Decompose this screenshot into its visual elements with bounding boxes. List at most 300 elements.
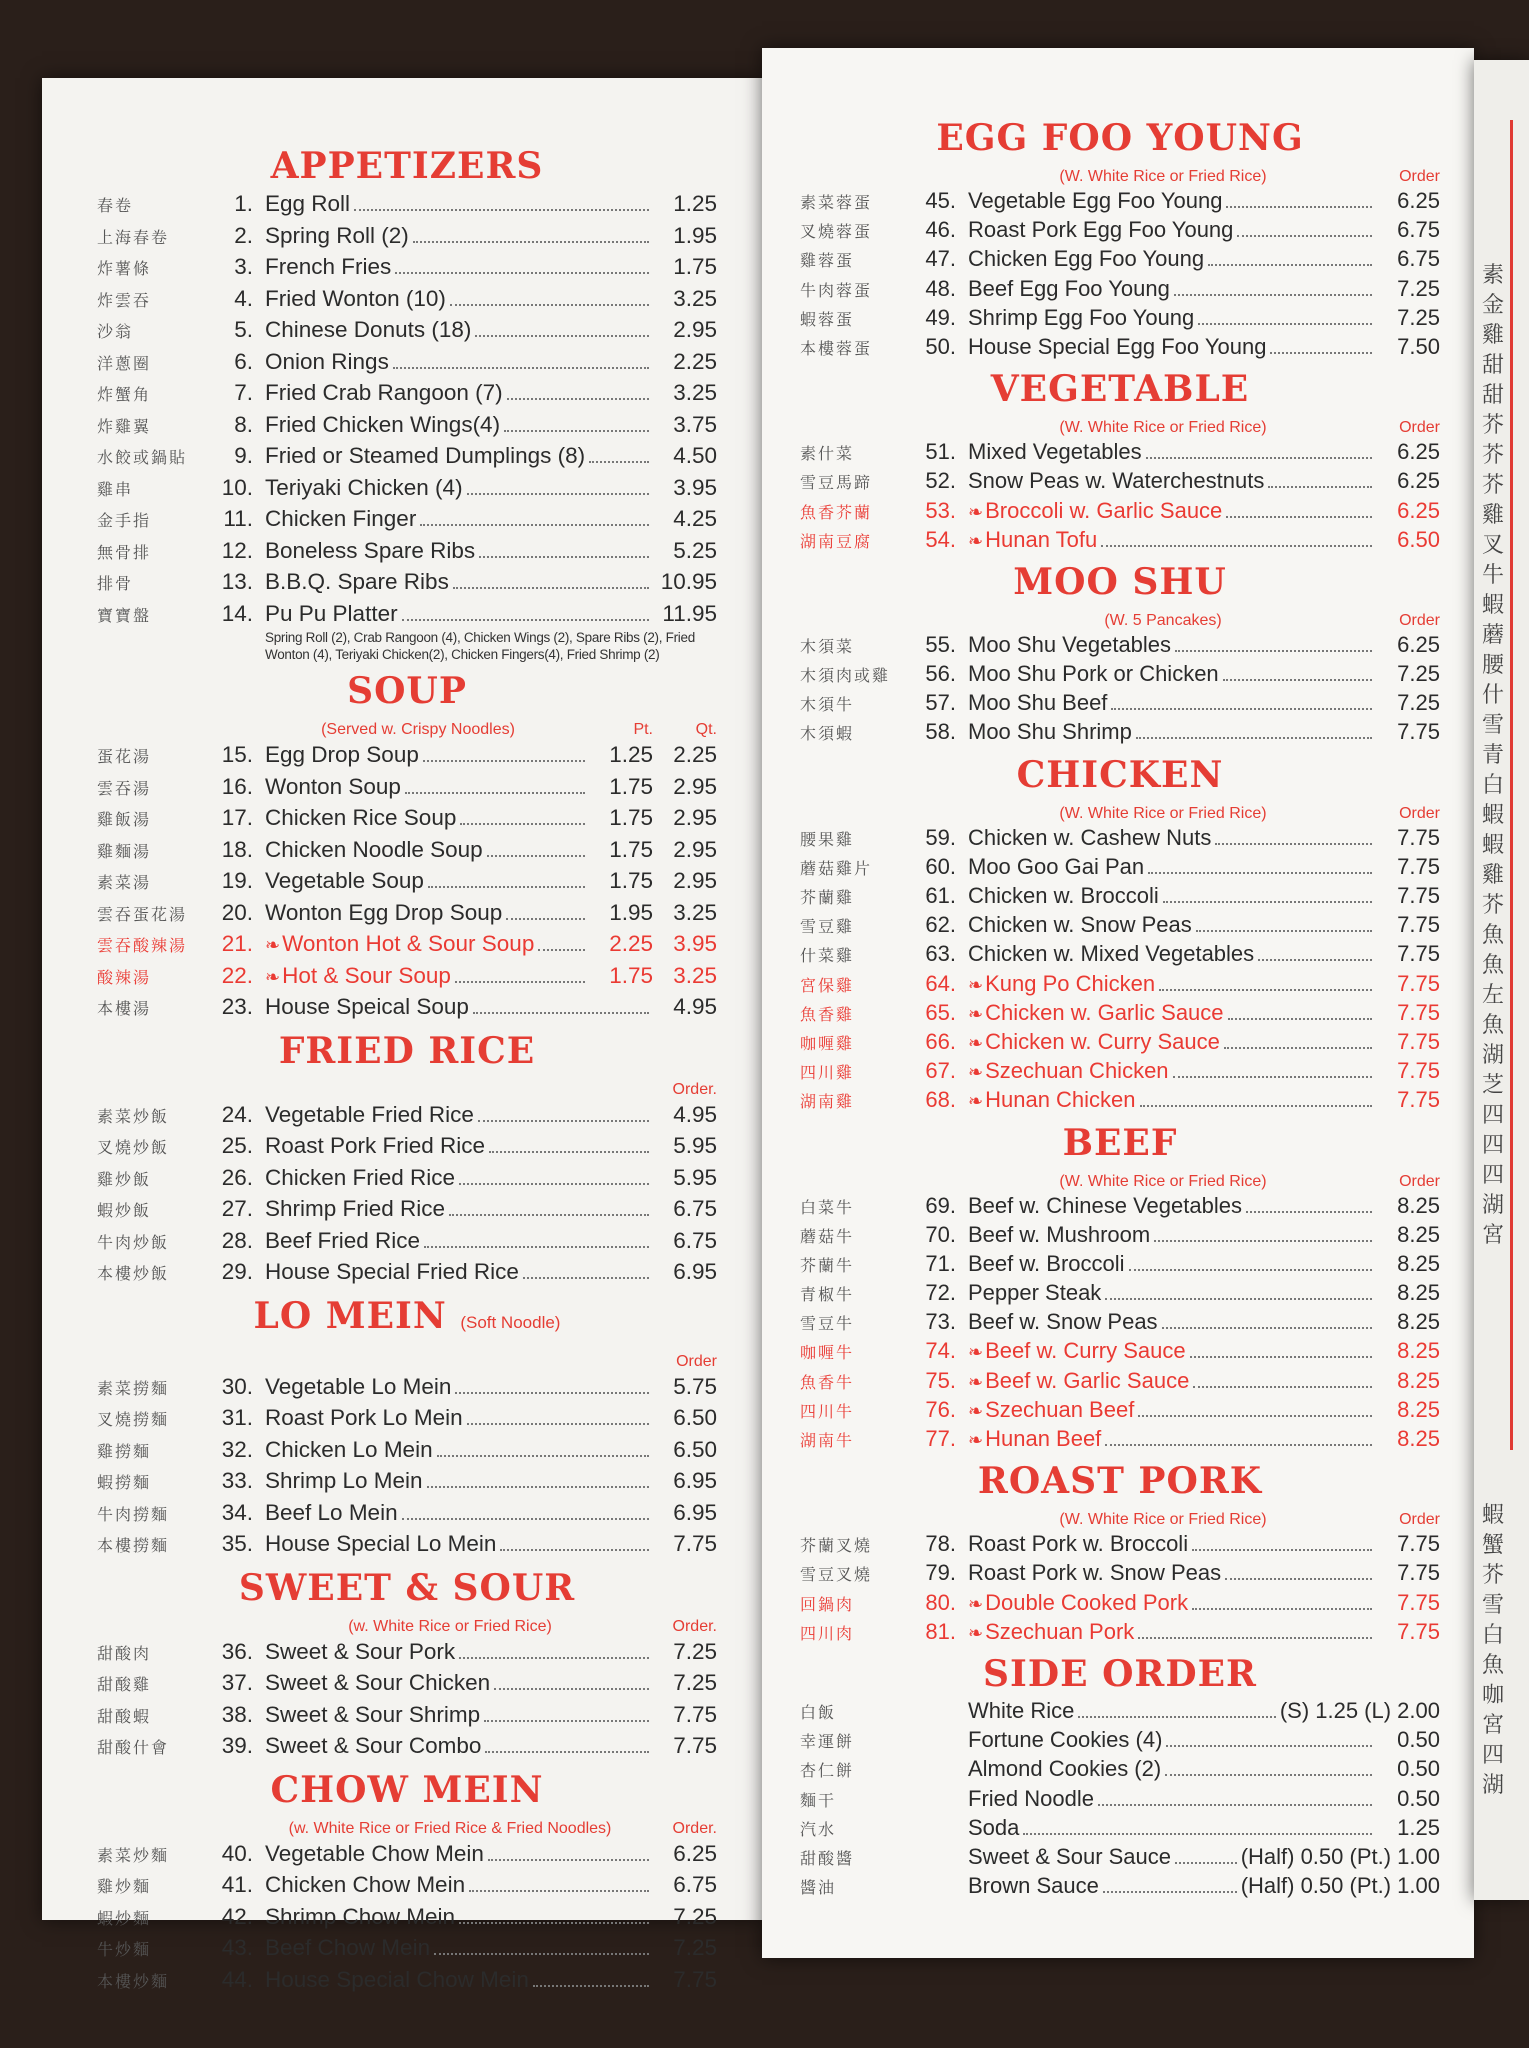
item-number: 24. bbox=[221, 1101, 253, 1127]
item-price: 3.75 bbox=[673, 411, 717, 437]
item-number: 6. bbox=[234, 348, 253, 374]
section-title bbox=[97, 1294, 717, 1345]
menu-item bbox=[97, 1193, 717, 1225]
menu-item bbox=[97, 834, 717, 866]
leader-dots bbox=[437, 1455, 649, 1457]
chinese-name: 本樓炒飯 bbox=[97, 1266, 170, 1283]
item-price: 1.75 bbox=[609, 773, 653, 799]
item-number: 4. bbox=[234, 285, 253, 311]
leader-dots bbox=[473, 1012, 649, 1014]
item-price: 8.25 bbox=[1397, 1280, 1440, 1306]
item-price: 7.75 bbox=[673, 1733, 717, 1758]
section-subtitle: (Served w. Crispy Noodles) bbox=[321, 721, 515, 738]
item-price: 11.95 bbox=[662, 600, 717, 626]
item-name: Chicken Finger bbox=[265, 506, 417, 531]
item-price: 2.95 bbox=[673, 805, 717, 830]
item-price: 7.25 bbox=[1397, 661, 1440, 687]
menu-item bbox=[800, 998, 1440, 1027]
item-number: 1. bbox=[234, 191, 253, 216]
item-name: Snow Peas w. Waterchestnuts bbox=[968, 468, 1265, 494]
section-title-text: SOUP bbox=[347, 670, 467, 712]
leader-dots bbox=[1228, 1018, 1372, 1020]
next-panel-char: 魚 bbox=[1482, 952, 1505, 977]
item-number: 51. bbox=[925, 439, 956, 465]
item-number: 43. bbox=[221, 1935, 253, 1960]
item-number: 28. bbox=[221, 1227, 253, 1253]
item-number: 19. bbox=[221, 868, 253, 893]
menu-item bbox=[97, 1099, 717, 1131]
next-panel-char: 什 bbox=[1482, 682, 1505, 707]
item-name: Chicken w. Garlic Sauce bbox=[985, 999, 1224, 1025]
item-name: Egg Roll bbox=[265, 191, 351, 216]
price-column-header: Order bbox=[1399, 804, 1440, 822]
border-line bbox=[1510, 120, 1513, 1450]
item-price: 7.75 bbox=[673, 1966, 717, 1992]
hot-pepper-icon: ❧ bbox=[968, 1400, 984, 1421]
section-title bbox=[800, 1121, 1440, 1165]
leader-dots bbox=[1225, 1578, 1372, 1580]
section-fried-rice bbox=[97, 1029, 717, 1288]
item-name: Sweet & Sour Chicken bbox=[265, 1670, 491, 1695]
item-name: Sweet & Sour Sauce bbox=[968, 1843, 1172, 1869]
item-name: Fortune Cookies (4) bbox=[968, 1727, 1163, 1753]
item-name: Hunan Chicken bbox=[985, 1087, 1136, 1113]
menu-item bbox=[800, 525, 1440, 554]
item-number: 18. bbox=[221, 836, 253, 862]
item-name: Moo Shu Pork or Chicken bbox=[968, 661, 1219, 687]
leader-dots bbox=[1111, 708, 1372, 710]
item-name: B.B.Q. Spare Ribs bbox=[265, 569, 449, 594]
chinese-name: 金手指 bbox=[97, 513, 152, 530]
item-price: 7.75 bbox=[1397, 1618, 1440, 1644]
chinese-name: 叉燒撈麵 bbox=[97, 1412, 170, 1429]
menu-item bbox=[97, 1869, 717, 1901]
chinese-name: 炸蟹角 bbox=[97, 387, 152, 404]
item-name: White Rice bbox=[968, 1697, 1075, 1723]
item-number: 61. bbox=[925, 883, 956, 908]
menu-item bbox=[800, 1307, 1440, 1336]
leader-dots bbox=[395, 272, 649, 274]
chinese-name: 魚香雞 bbox=[800, 1006, 855, 1024]
menu-item bbox=[800, 274, 1440, 303]
item-number: 42. bbox=[221, 1903, 253, 1929]
hot-pepper-icon: ❧ bbox=[968, 1371, 984, 1392]
item-name: Kung Po Chicken bbox=[985, 970, 1156, 996]
leader-dots bbox=[453, 587, 649, 589]
item-price: 2.25 bbox=[609, 931, 653, 956]
item-name: Fried Crab Rangoon (7) bbox=[265, 380, 503, 405]
leader-dots bbox=[428, 886, 585, 888]
item-name: Chicken Fried Rice bbox=[265, 1164, 456, 1190]
section-title-text: SWEET & SOUR bbox=[238, 1566, 576, 1609]
item-number: 2. bbox=[234, 222, 253, 248]
menu-item bbox=[800, 303, 1440, 332]
item-number: 75. bbox=[925, 1367, 956, 1393]
next-panel-char: 蝦 bbox=[1482, 1502, 1505, 1527]
item-name: Beef w. Curry Sauce bbox=[985, 1338, 1186, 1364]
leader-dots bbox=[449, 1214, 649, 1216]
item-number: 66. bbox=[925, 1028, 956, 1054]
chinese-name: 牛肉撈麵 bbox=[97, 1506, 170, 1524]
leader-dots bbox=[1173, 1076, 1372, 1078]
item-name: Wonton Soup bbox=[265, 773, 401, 799]
menu-item bbox=[800, 717, 1440, 746]
item-price: 8.25 bbox=[1397, 1338, 1440, 1364]
chinese-name: 炸雞翼 bbox=[97, 418, 152, 436]
menu-item bbox=[800, 1813, 1440, 1842]
chinese-name: 湖南豆腐 bbox=[800, 533, 873, 551]
hot-pepper-icon: ❧ bbox=[968, 1003, 984, 1024]
item-price: 3.95 bbox=[673, 931, 717, 956]
item-number: 72. bbox=[925, 1280, 956, 1306]
next-panel-char: 芥 bbox=[1482, 1562, 1505, 1587]
item-name: Moo Goo Gai Pan bbox=[968, 853, 1145, 879]
item-number: 45. bbox=[925, 188, 956, 213]
item-number: 17. bbox=[221, 805, 253, 830]
chinese-name: 咖喱牛 bbox=[800, 1345, 855, 1363]
item-price: 0.50 bbox=[1397, 1785, 1440, 1811]
item-number: 65. bbox=[925, 999, 956, 1025]
section-title-text: BEEF bbox=[1062, 1121, 1178, 1164]
item-name: Wonton Egg Drop Soup bbox=[265, 899, 503, 925]
next-panel-char: 湖 bbox=[1482, 1042, 1505, 1067]
price-column-header: Order bbox=[1399, 611, 1440, 629]
item-price: 1.25 bbox=[1397, 1814, 1440, 1840]
hot-pepper-icon: ❧ bbox=[968, 1032, 984, 1053]
item-price: 8.25 bbox=[1397, 1367, 1440, 1393]
item-name: Pu Pu Platter bbox=[265, 600, 398, 626]
item-name: Vegetable Soup bbox=[265, 868, 424, 893]
menu-item bbox=[97, 251, 717, 283]
leader-dots bbox=[1136, 737, 1372, 739]
leader-dots bbox=[1166, 1745, 1372, 1747]
menu-item bbox=[800, 1424, 1440, 1453]
item-number: 40. bbox=[221, 1840, 253, 1866]
item-price: (Half) 0.50 (Pt.) 1.00 bbox=[1240, 1873, 1440, 1899]
item-number: 69. bbox=[925, 1192, 956, 1218]
item-name: Chicken Chow Mein bbox=[265, 1872, 466, 1897]
item-name: Onion Rings bbox=[265, 348, 389, 374]
item-number: 59. bbox=[925, 824, 956, 850]
leader-dots bbox=[484, 1720, 649, 1722]
leader-dots bbox=[1165, 1774, 1372, 1776]
chinese-name: 甜酸雞 bbox=[97, 1677, 152, 1694]
section-title bbox=[800, 116, 1440, 160]
chinese-name: 素菜炒飯 bbox=[97, 1108, 170, 1126]
section-subtitle-row bbox=[800, 797, 1440, 823]
menu-item bbox=[97, 865, 717, 897]
item-number: 44. bbox=[221, 1966, 253, 1992]
section-title-text: CHICKEN bbox=[1016, 753, 1224, 796]
section-subtitle-row bbox=[800, 1165, 1440, 1191]
item-number: 54. bbox=[925, 526, 956, 552]
item-name: Soda bbox=[968, 1814, 1020, 1840]
item-name: Vegetable Egg Foo Young bbox=[968, 188, 1223, 213]
leader-dots bbox=[450, 304, 649, 306]
next-panel-char: 甜 bbox=[1482, 352, 1505, 377]
item-price: 8.25 bbox=[1397, 1396, 1440, 1422]
menu-item bbox=[800, 1056, 1440, 1085]
next-panel-char: 蟹 bbox=[1482, 1532, 1505, 1557]
menu-item bbox=[97, 346, 717, 378]
hot-pepper-icon: ❧ bbox=[265, 966, 281, 987]
item-price: 5.75 bbox=[673, 1373, 717, 1399]
item-name: Beef w. Garlic Sauce bbox=[985, 1367, 1190, 1393]
next-panel-char: 咖 bbox=[1482, 1682, 1505, 1707]
item-number: 80. bbox=[925, 1589, 956, 1615]
menu-item bbox=[97, 1964, 717, 1996]
item-name: Shrimp Lo Mein bbox=[265, 1468, 423, 1493]
item-name: House Special Fried Rice bbox=[265, 1259, 519, 1284]
leader-dots bbox=[487, 855, 585, 857]
leader-dots bbox=[1193, 1386, 1372, 1388]
menu-item bbox=[800, 939, 1440, 968]
next-panel-char: 芥 bbox=[1482, 412, 1505, 437]
section-title bbox=[97, 1029, 717, 1073]
leader-dots bbox=[1138, 1415, 1372, 1417]
leader-dots bbox=[589, 461, 649, 463]
item-price: 8.25 bbox=[1397, 1309, 1440, 1335]
leader-dots bbox=[1270, 352, 1372, 354]
chinese-name: 湖南牛 bbox=[800, 1433, 855, 1450]
chinese-name: 芥蘭叉燒 bbox=[800, 1538, 873, 1556]
section-subtitle: (W. White Rice or Fried Rice) bbox=[1059, 419, 1267, 437]
chinese-name: 牛肉蓉蛋 bbox=[800, 282, 873, 300]
next-panel-char: 牛 bbox=[1482, 562, 1505, 587]
item-number: 33. bbox=[221, 1468, 253, 1493]
section-title-text: SIDE ORDER bbox=[983, 1652, 1257, 1695]
next-panel-char: 四 bbox=[1482, 1742, 1505, 1767]
item-price: 2.95 bbox=[673, 773, 717, 799]
item-name: Wonton Hot & Sour Soup bbox=[282, 931, 535, 956]
price-column-header: Order. bbox=[672, 1080, 717, 1098]
leader-dots bbox=[413, 241, 649, 243]
item-price: 5.25 bbox=[673, 537, 717, 563]
item-price: 6.75 bbox=[1397, 217, 1440, 243]
section-subtitle-row bbox=[97, 713, 717, 739]
leader-dots bbox=[1223, 679, 1372, 681]
item-number: 22. bbox=[221, 962, 253, 988]
item-price: 7.75 bbox=[1397, 1058, 1440, 1084]
item-name: Vegetable Chow Mein bbox=[265, 1840, 484, 1866]
item-number: 21. bbox=[221, 931, 253, 956]
chinese-name: 春卷 bbox=[97, 198, 134, 215]
item-name: Fried or Steamed Dumplings (8) bbox=[265, 443, 586, 468]
menu-item bbox=[800, 969, 1440, 998]
menu-item bbox=[97, 503, 717, 535]
chinese-name: 排骨 bbox=[97, 576, 134, 593]
item-number: 13. bbox=[221, 569, 253, 594]
item-price: 6.25 bbox=[1397, 497, 1440, 523]
menu-item bbox=[97, 1402, 717, 1434]
menu-item bbox=[97, 960, 717, 992]
leader-dots bbox=[420, 524, 649, 526]
leader-dots bbox=[460, 823, 585, 825]
item-price: 1.75 bbox=[609, 962, 653, 988]
leader-dots bbox=[354, 209, 649, 211]
next-panel-char: 雪 bbox=[1482, 1592, 1505, 1617]
menu-item bbox=[97, 472, 717, 504]
leader-dots bbox=[1258, 959, 1372, 961]
next-panel-char: 白 bbox=[1482, 772, 1505, 797]
item-price: 1.25 bbox=[609, 742, 653, 767]
menu-item bbox=[800, 1784, 1440, 1813]
menu-item bbox=[800, 1366, 1440, 1395]
item-name: Boneless Spare Ribs bbox=[265, 537, 476, 563]
leader-dots bbox=[467, 1423, 649, 1425]
chinese-name: 雞炒飯 bbox=[97, 1171, 152, 1189]
item-number: 8. bbox=[234, 411, 253, 437]
chinese-name: 蘑菇牛 bbox=[800, 1228, 855, 1246]
item-name: Broccoli w. Garlic Sauce bbox=[985, 497, 1223, 523]
chinese-name: 幸運餅 bbox=[800, 1734, 855, 1752]
leader-dots bbox=[1237, 235, 1372, 237]
leader-dots bbox=[424, 1246, 649, 1248]
item-number: 81. bbox=[925, 1618, 956, 1644]
leader-dots bbox=[1140, 1105, 1372, 1107]
item-name: Szechuan Pork bbox=[985, 1618, 1135, 1644]
item-name: Beef Egg Foo Young bbox=[968, 275, 1170, 301]
item-name: Hot & Sour Soup bbox=[282, 962, 451, 988]
menu-item bbox=[800, 1220, 1440, 1249]
item-name: Beef w. Snow Peas bbox=[968, 1309, 1158, 1335]
section-subtitle-row bbox=[800, 604, 1440, 630]
item-price: 4.95 bbox=[673, 1101, 717, 1127]
item-price: 7.25 bbox=[673, 1670, 717, 1695]
section-title-text: VEGETABLE bbox=[990, 368, 1250, 411]
item-number: 7. bbox=[234, 380, 253, 405]
item-name: Chicken w. Snow Peas bbox=[968, 912, 1192, 938]
menu-item bbox=[800, 1085, 1440, 1114]
menu-item bbox=[97, 1901, 717, 1933]
chinese-name: 本樓湯 bbox=[97, 1001, 152, 1018]
chinese-name: 雪豆雞 bbox=[800, 919, 855, 937]
next-panel-char: 湖 bbox=[1482, 1192, 1505, 1217]
item-name: Beef Chow Mein bbox=[265, 1935, 431, 1960]
item-price: 7.75 bbox=[1397, 1589, 1440, 1615]
menu-item bbox=[97, 1528, 717, 1560]
chinese-name: 蝦撈麵 bbox=[97, 1475, 152, 1492]
menu-item bbox=[97, 188, 717, 220]
hot-pepper-icon: ❧ bbox=[265, 935, 281, 955]
item-number: 74. bbox=[925, 1338, 956, 1364]
section-subtitle: (w. White Rice or Fried Rice & Fried Noodles) bbox=[288, 1819, 612, 1837]
leader-dots bbox=[523, 1277, 649, 1279]
item-price: 7.75 bbox=[1397, 824, 1440, 850]
item-price: 7.75 bbox=[1397, 941, 1440, 967]
menu-item bbox=[800, 215, 1440, 244]
item-price: 2.25 bbox=[673, 742, 717, 767]
item-price: 6.25 bbox=[1397, 631, 1440, 657]
item-name: Moo Shu Beef bbox=[968, 690, 1108, 716]
item-price: 7.25 bbox=[673, 1935, 717, 1960]
chinese-name: 素菜撈麵 bbox=[97, 1380, 170, 1398]
price-column-header: Order bbox=[1399, 1172, 1440, 1190]
item-number: 35. bbox=[221, 1531, 253, 1556]
section-subtitle: (w. White Rice or Fried Rice) bbox=[348, 1617, 552, 1635]
chinese-name: 甜酸什會 bbox=[97, 1740, 170, 1757]
leader-dots bbox=[402, 619, 649, 621]
item-price: 1.95 bbox=[609, 899, 653, 925]
item-price: 7.50 bbox=[1397, 333, 1440, 359]
item-name: Hunan Beef bbox=[985, 1426, 1102, 1451]
menu-item bbox=[97, 1636, 717, 1668]
item-name: Almond Cookies (2) bbox=[968, 1756, 1162, 1782]
chinese-name: 叉燒蓉蛋 bbox=[800, 224, 873, 242]
item-number: 3. bbox=[234, 254, 253, 279]
menu-item bbox=[97, 991, 717, 1023]
chinese-name: 炸薯條 bbox=[97, 261, 152, 278]
item-name: Teriyaki Chicken (4) bbox=[265, 474, 463, 500]
item-price: 7.25 bbox=[673, 1638, 717, 1664]
chinese-name: 雪豆牛 bbox=[800, 1316, 855, 1334]
chinese-name: 回鍋肉 bbox=[800, 1596, 855, 1614]
menu-item bbox=[97, 928, 717, 960]
chinese-name: 牛肉炒飯 bbox=[97, 1234, 170, 1252]
item-number: 53. bbox=[925, 497, 956, 523]
chinese-name: 雞麵湯 bbox=[97, 843, 152, 861]
menu-item bbox=[97, 1162, 717, 1194]
item-name: Shrimp Egg Foo Young bbox=[968, 304, 1195, 330]
menu-item bbox=[800, 1617, 1440, 1646]
price-column-header: Order. bbox=[672, 1617, 717, 1635]
chinese-name: 魚香牛 bbox=[800, 1374, 855, 1392]
chinese-name: 湖南雞 bbox=[800, 1094, 855, 1112]
menu-item bbox=[97, 1130, 717, 1162]
next-panel-char: 芥 bbox=[1482, 442, 1505, 467]
item-price: 1.75 bbox=[609, 836, 653, 862]
menu-item bbox=[800, 823, 1440, 852]
chinese-name: 甜酸醬 bbox=[800, 1850, 855, 1868]
chinese-name: 素菜湯 bbox=[97, 875, 152, 892]
menu-item bbox=[800, 1529, 1440, 1558]
item-name: Sweet & Sour Shrimp bbox=[265, 1701, 481, 1727]
item-number: 70. bbox=[925, 1221, 956, 1247]
next-panel-char: 青 bbox=[1482, 742, 1505, 767]
chinese-name: 蝦蓉蛋 bbox=[800, 311, 855, 329]
right-menu-column bbox=[800, 110, 1440, 1900]
section-chicken bbox=[800, 753, 1440, 1115]
menu-item bbox=[800, 244, 1440, 273]
leader-dots bbox=[1101, 545, 1372, 547]
next-panel-char: 金 bbox=[1482, 292, 1505, 317]
next-panel-char: 蘑 bbox=[1482, 622, 1505, 647]
item-number: 60. bbox=[925, 853, 956, 879]
section-subtitle-row bbox=[97, 1345, 717, 1371]
menu-item bbox=[97, 1465, 717, 1497]
menu-item bbox=[800, 332, 1440, 361]
leader-dots bbox=[1174, 294, 1372, 296]
item-price: 7.75 bbox=[1397, 912, 1440, 938]
item-price: 1.25 bbox=[673, 191, 717, 216]
menu-item bbox=[800, 1027, 1440, 1056]
leader-dots bbox=[1198, 323, 1372, 325]
chinese-name: 青椒牛 bbox=[800, 1287, 855, 1305]
leader-dots bbox=[1105, 1444, 1372, 1446]
item-price: 3.25 bbox=[673, 899, 717, 925]
next-panel-char: 叉 bbox=[1482, 532, 1505, 557]
menu-item bbox=[97, 1932, 717, 1964]
item-price: 2.25 bbox=[673, 348, 717, 374]
hot-pepper-icon: ❧ bbox=[968, 501, 984, 522]
chinese-name: 腰果雞 bbox=[800, 831, 855, 849]
chinese-name: 素菜炒麵 bbox=[97, 1847, 170, 1865]
item-number: 23. bbox=[221, 994, 253, 1019]
menu-item bbox=[800, 1588, 1440, 1617]
section-appetizers bbox=[97, 144, 717, 663]
menu-right-panel bbox=[762, 48, 1474, 1958]
menu-item bbox=[97, 1497, 717, 1529]
